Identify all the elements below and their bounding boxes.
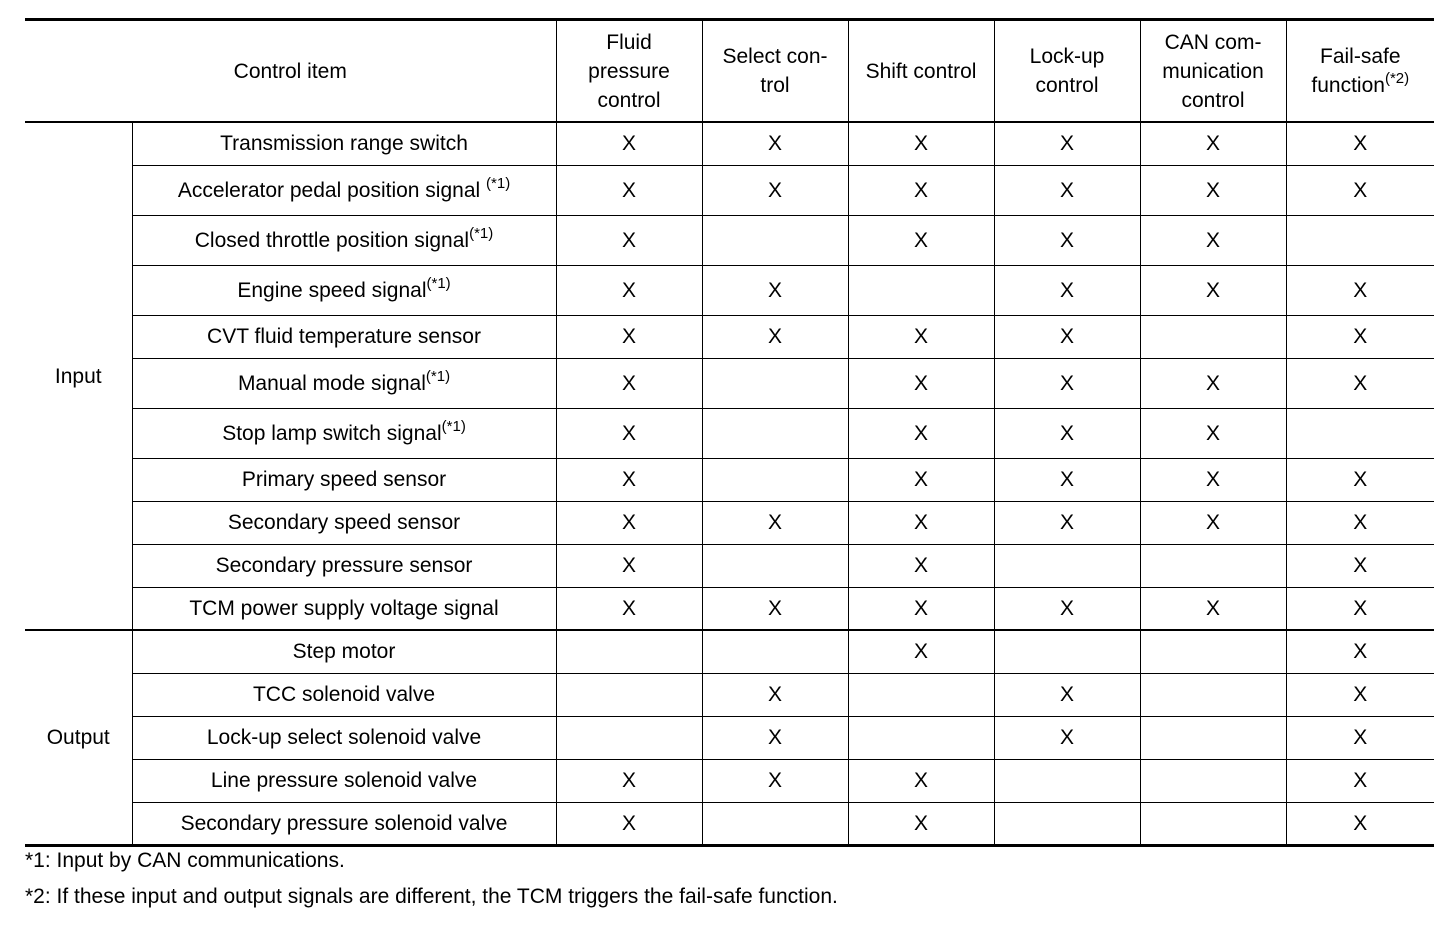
control-item-label: [132, 716, 556, 759]
mark-cell: X: [1286, 358, 1434, 408]
mark-cell: X: [702, 673, 848, 716]
table-row: [25, 458, 1434, 501]
mark-cell: [848, 673, 994, 716]
mark-cell: X: [1140, 587, 1286, 630]
item-text: Primary speed sensor: [241, 468, 447, 491]
mark-cell: X: [1286, 716, 1434, 759]
mark-cell: X: [848, 122, 994, 165]
item-text: Manual mode signal: [237, 371, 426, 395]
table-row: [25, 215, 1434, 265]
mark-cell: [1140, 544, 1286, 587]
mark-cell: X: [1286, 673, 1434, 716]
mark-cell: X: [556, 501, 702, 544]
mark-cell: X: [556, 759, 702, 802]
header-line: CAN com-: [1164, 30, 1262, 54]
mark-cell: [702, 802, 848, 845]
mark-cell: X: [1140, 458, 1286, 501]
mark-cell: X: [1286, 122, 1434, 165]
control-item-label: [132, 408, 556, 458]
mark-cell: X: [994, 358, 1140, 408]
mark-cell: X: [1286, 165, 1434, 215]
mark-cell: X: [556, 315, 702, 358]
mark-cell: X: [702, 759, 848, 802]
mark-cell: X: [702, 122, 848, 165]
header-can-communication-control: [1140, 20, 1286, 123]
mark-cell: X: [994, 673, 1140, 716]
control-item-label: [132, 458, 556, 501]
mark-cell: [1140, 802, 1286, 845]
item-text: Stop lamp switch signal: [222, 421, 442, 445]
mark-cell: X: [994, 408, 1140, 458]
header-line: control: [1035, 74, 1099, 97]
mark-cell: X: [702, 165, 848, 215]
control-item-label: [132, 215, 556, 265]
mark-cell: X: [848, 315, 994, 358]
mark-cell: X: [556, 802, 702, 845]
control-item-label: [132, 122, 556, 165]
table-row: [25, 501, 1434, 544]
mark-cell: [702, 458, 848, 501]
mark-cell: X: [1140, 265, 1286, 315]
group-output-label: Output: [25, 630, 132, 845]
table-row: [25, 630, 1434, 673]
header-line: pressure: [588, 59, 670, 83]
item-text: Lock-up select solenoid valve: [206, 726, 482, 749]
mark-cell: [994, 802, 1140, 845]
footnote-ref: (*1): [469, 224, 494, 242]
table-body: [25, 122, 1434, 845]
mark-cell: X: [556, 122, 702, 165]
mark-cell: X: [556, 215, 702, 265]
mark-cell: [556, 673, 702, 716]
table-row: [25, 673, 1434, 716]
footnote-ref: (*1): [425, 367, 451, 385]
control-item-label: [132, 759, 556, 802]
mark-cell: [556, 716, 702, 759]
control-item-label: [132, 802, 556, 845]
header-fluid-pressure-control: [556, 20, 702, 123]
control-item-label: [132, 315, 556, 358]
mark-cell: [702, 544, 848, 587]
mark-cell: X: [994, 122, 1140, 165]
mark-cell: X: [702, 501, 848, 544]
mark-cell: X: [848, 587, 994, 630]
mark-cell: [1286, 215, 1434, 265]
mark-cell: X: [848, 408, 994, 458]
mark-cell: X: [848, 544, 994, 587]
control-item-label: [132, 673, 556, 716]
control-item-label: [132, 544, 556, 587]
item-text: Secondary speed sensor: [227, 511, 461, 534]
control-item-label: [132, 265, 556, 315]
header-lockup-control: [994, 20, 1140, 123]
mark-cell: [556, 630, 702, 673]
header-line: munication: [1162, 59, 1264, 83]
mark-cell: X: [994, 716, 1140, 759]
mark-cell: [702, 358, 848, 408]
header-control-item: Control item: [25, 20, 556, 123]
mark-cell: X: [556, 265, 702, 315]
table-row: [25, 315, 1434, 358]
table-row: [25, 265, 1434, 315]
mark-cell: [702, 408, 848, 458]
mark-cell: X: [556, 165, 702, 215]
mark-cell: X: [848, 165, 994, 215]
item-text: Secondary pressure solenoid valve: [180, 811, 508, 835]
footnotes: [25, 848, 838, 920]
footnote-ref: (*2): [1384, 70, 1410, 87]
item-text: Accelerator pedal position signal: [177, 178, 487, 202]
item-text: Engine speed signal: [237, 278, 427, 302]
table-row: [25, 759, 1434, 802]
mark-cell: X: [1286, 315, 1434, 358]
table-row: [25, 587, 1434, 630]
table-row: [25, 802, 1434, 845]
item-text: Transmission range switch: [220, 132, 468, 156]
mark-cell: [1286, 408, 1434, 458]
mark-cell: X: [1286, 587, 1434, 630]
table-header-row: [25, 20, 1434, 123]
mark-cell: X: [848, 358, 994, 408]
mark-cell: X: [1286, 458, 1434, 501]
mark-cell: X: [994, 501, 1140, 544]
item-text: Secondary pressure sensor: [215, 554, 473, 577]
mark-cell: X: [702, 315, 848, 358]
mark-cell: X: [556, 358, 702, 408]
mark-cell: X: [1140, 501, 1286, 544]
control-item-label: [132, 165, 556, 215]
header-line: Fluid: [606, 30, 652, 54]
mark-cell: X: [702, 587, 848, 630]
item-text: TCC solenoid valve: [252, 683, 436, 706]
mark-cell: [702, 630, 848, 673]
mark-cell: X: [1286, 265, 1434, 315]
table-row: [25, 122, 1434, 165]
header-line: Fail-safe: [1320, 45, 1401, 68]
item-text: Step motor: [292, 640, 396, 664]
control-item-label: [132, 587, 556, 630]
mark-cell: [994, 544, 1140, 587]
mark-cell: X: [702, 265, 848, 315]
header-failsafe-function: [1286, 20, 1434, 123]
mark-cell: X: [994, 315, 1140, 358]
mark-cell: X: [994, 587, 1140, 630]
header-line: Select con-: [722, 45, 828, 68]
mark-cell: X: [1286, 501, 1434, 544]
mark-cell: X: [1286, 630, 1434, 673]
footnote-1: *1: Input by CAN communications.: [25, 849, 345, 872]
mark-cell: X: [1140, 215, 1286, 265]
group-input-label: Input: [25, 122, 132, 630]
mark-cell: X: [848, 501, 994, 544]
mark-cell: X: [848, 759, 994, 802]
header-line: control: [597, 88, 661, 112]
mark-cell: X: [848, 802, 994, 845]
table-row: [25, 358, 1434, 408]
mark-cell: [994, 759, 1140, 802]
table-row: [25, 544, 1434, 587]
control-item-label: [132, 501, 556, 544]
header-line: control: [1181, 88, 1245, 112]
header-select-control: [702, 20, 848, 123]
mark-cell: X: [994, 458, 1140, 501]
mark-cell: [702, 215, 848, 265]
header-shift-control: Shift control: [848, 20, 994, 123]
mark-cell: [994, 630, 1140, 673]
mark-cell: [1140, 759, 1286, 802]
mark-cell: X: [1286, 544, 1434, 587]
mark-cell: X: [1140, 408, 1286, 458]
mark-cell: X: [556, 544, 702, 587]
control-item-label: [132, 358, 556, 408]
footnote-ref: (*1): [426, 274, 451, 292]
mark-cell: X: [848, 458, 994, 501]
mark-cell: X: [1140, 165, 1286, 215]
item-text: Closed throttle position signal: [194, 228, 470, 252]
table-row: [25, 165, 1434, 215]
mark-cell: X: [994, 215, 1140, 265]
mark-cell: [848, 716, 994, 759]
header-line: trol: [760, 74, 790, 97]
mark-cell: [1140, 630, 1286, 673]
mark-cell: X: [702, 716, 848, 759]
mark-cell: X: [1286, 759, 1434, 802]
mark-cell: [848, 265, 994, 315]
footnote-2: *2: If these input and output signals are different, the TCM triggers the fail-safe function.: [25, 885, 838, 908]
mark-cell: X: [556, 458, 702, 501]
mark-cell: [1140, 716, 1286, 759]
mark-cell: X: [1140, 122, 1286, 165]
mark-cell: X: [556, 408, 702, 458]
mark-cell: X: [848, 215, 994, 265]
control-items-table: [25, 18, 1434, 847]
footnote-ref: (*1): [441, 417, 466, 435]
mark-cell: X: [1140, 358, 1286, 408]
header-line: Lock-up: [1029, 45, 1105, 68]
mark-cell: X: [1286, 802, 1434, 845]
header-line: function: [1311, 74, 1385, 97]
mark-cell: X: [994, 165, 1140, 215]
mark-cell: X: [848, 630, 994, 673]
footnote-ref: (*1): [486, 174, 511, 192]
mark-cell: X: [994, 265, 1140, 315]
item-text: Line pressure solenoid valve: [210, 769, 478, 792]
mark-cell: [1140, 315, 1286, 358]
mark-cell: X: [556, 587, 702, 630]
mark-cell: [1140, 673, 1286, 716]
item-text: TCM power supply voltage signal: [189, 596, 499, 620]
table-row: [25, 408, 1434, 458]
item-text: CVT fluid temperature sensor: [207, 325, 481, 348]
table-row: [25, 716, 1434, 759]
control-item-label: [132, 630, 556, 673]
